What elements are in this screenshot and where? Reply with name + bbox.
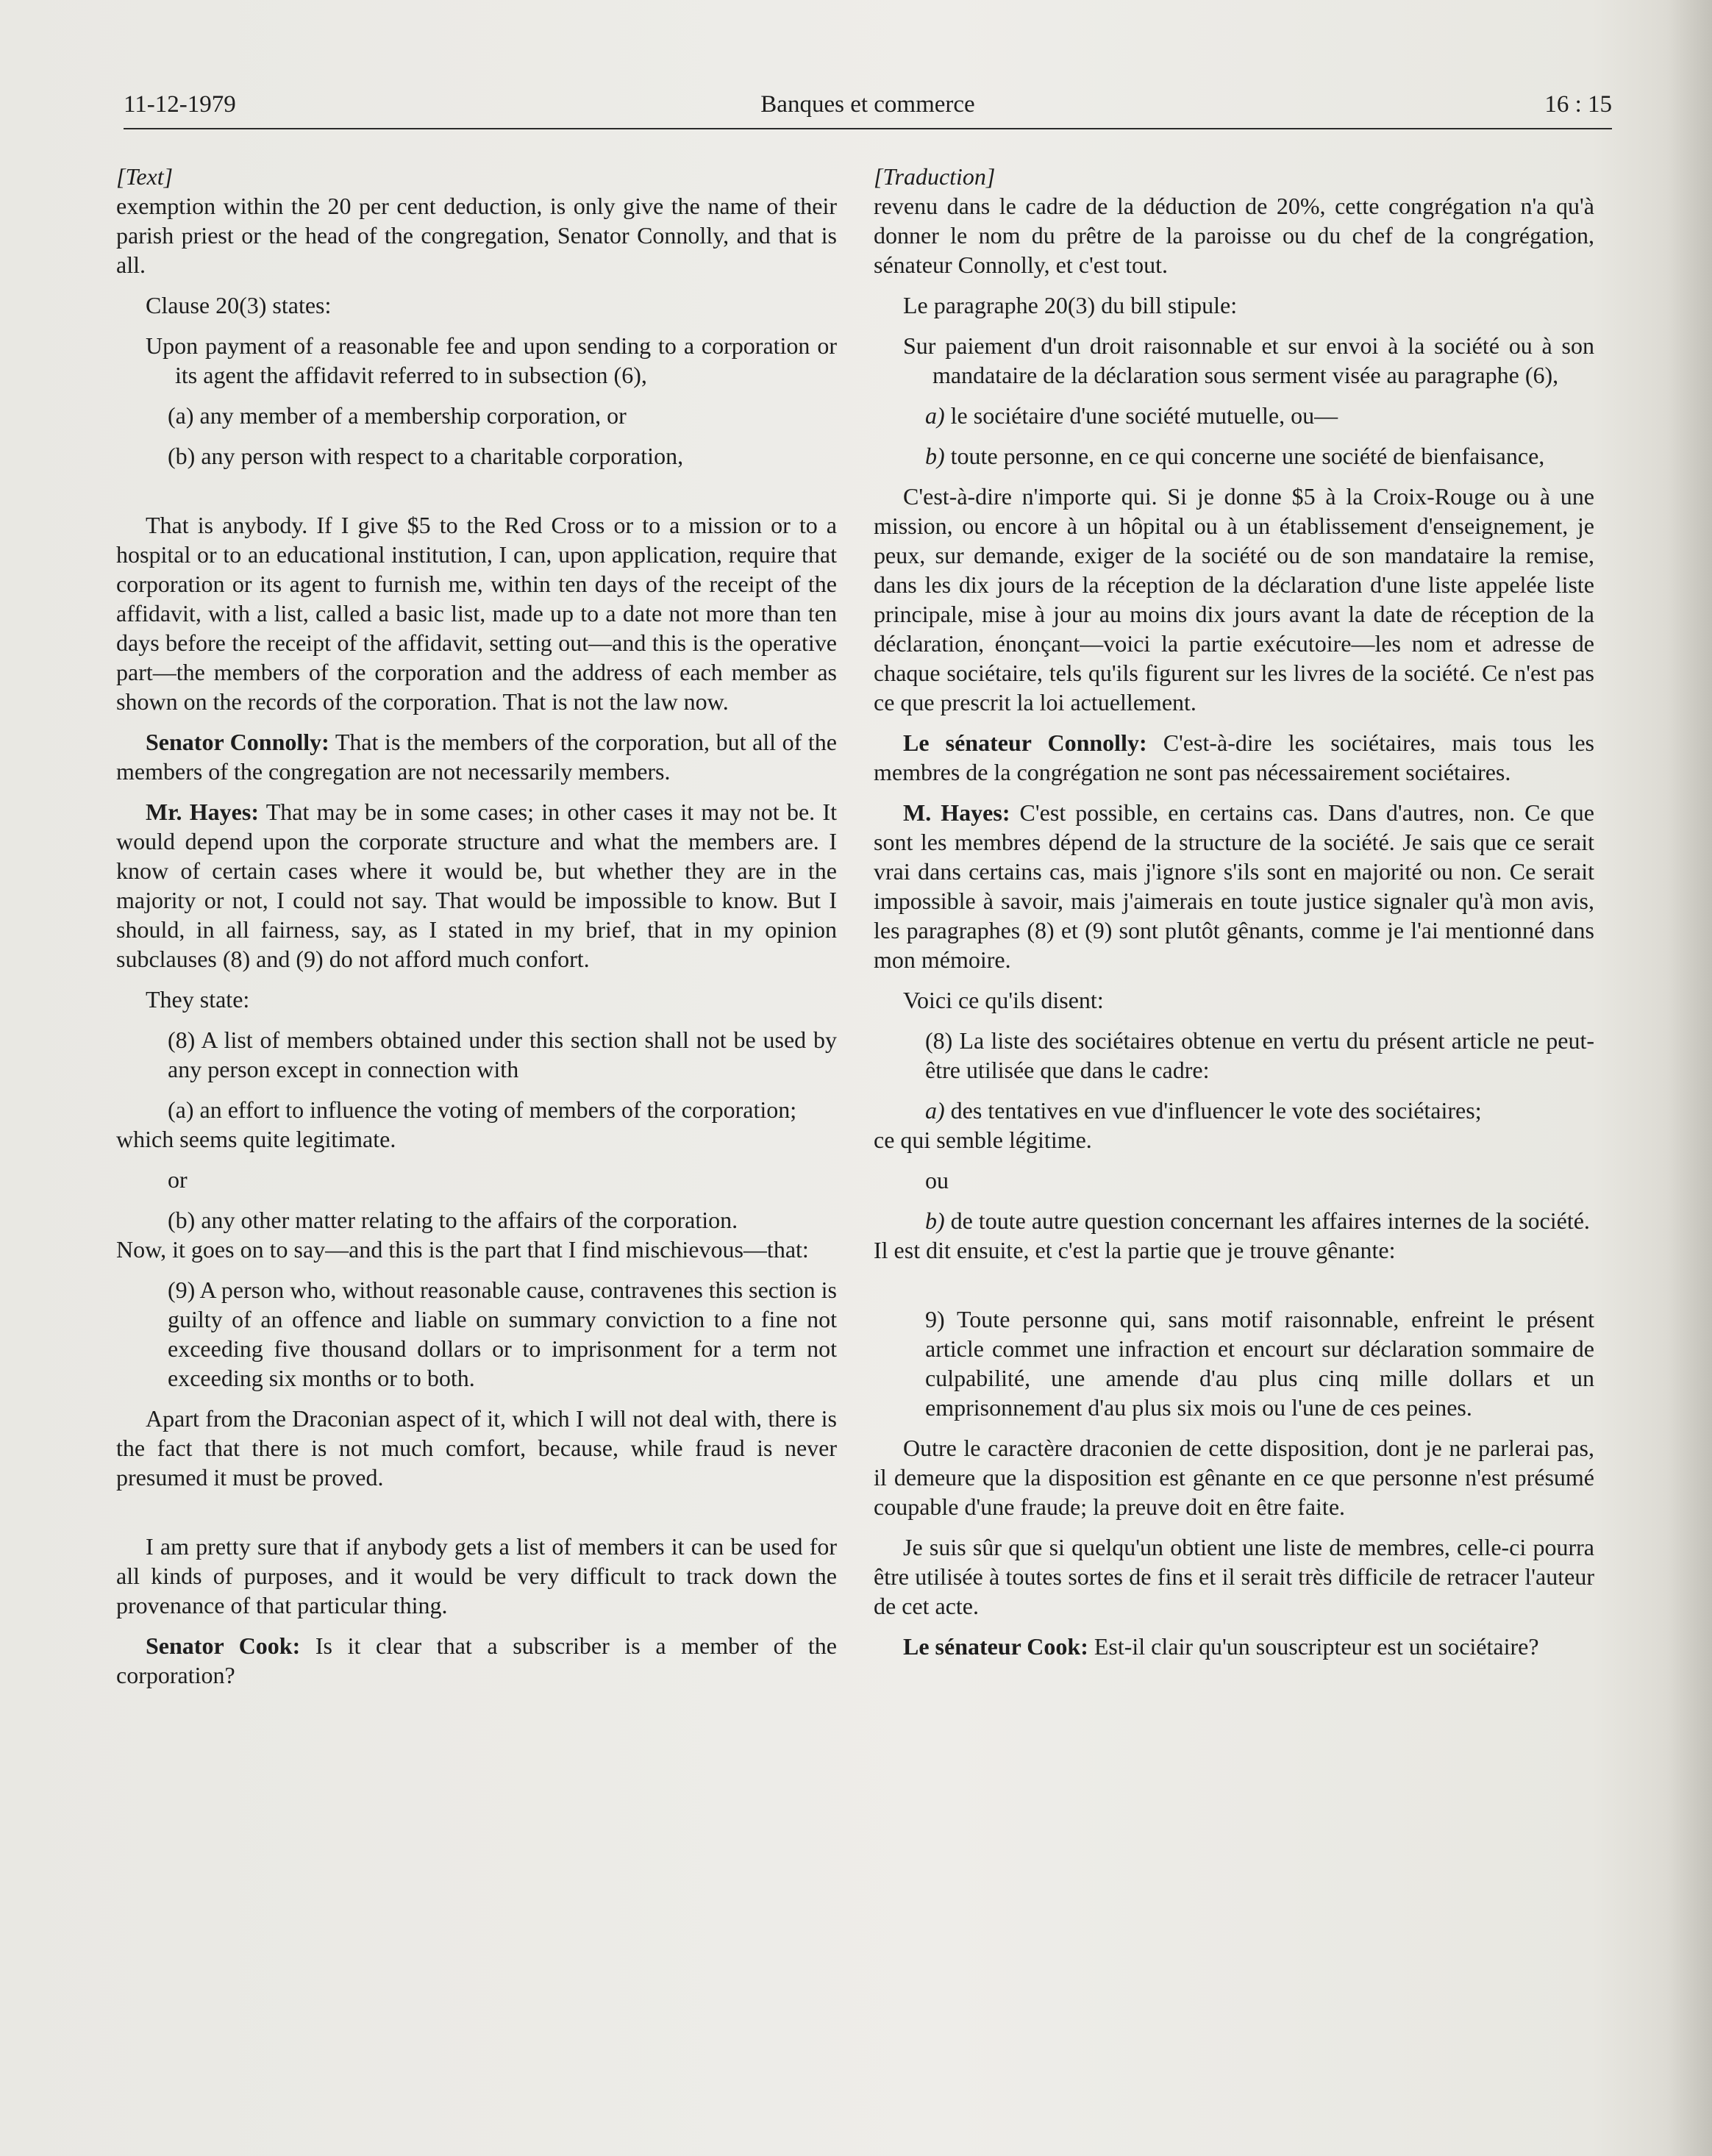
paragraph: Voici ce qu'ils disent: [903,987,1104,1013]
speaker-name: Senator Cook: [146,1632,301,1659]
paragraph: Il est dit ensuite, et c'est la partie que je trouve gênante: [874,1237,1396,1263]
header-date: 11-12-1979 [124,91,236,118]
column-label: [Traduction] [874,163,996,190]
paragraph: ce qui semble légitime. [874,1127,1092,1153]
paragraph: Je suis sûr que si quelqu'un obtient une liste de membres, celle-ci pourra être utilisée à toutes sortes de fins et il serait très difficile de retracer l'auteur de cet acte. [874,1534,1594,1619]
quotation-text: de toute autre question concernant les affaires internes de la société. [944,1207,1590,1234]
speaker-name: Le sénateur Connolly: [903,729,1147,756]
paragraph: Outre le caractère draconien de cette disposition, dont je ne parlerai pas, il demeure que la disposition est gênante en ce que personne n'est présumé coupable d'une fraude; la preuve doit en être faite. [874,1435,1594,1520]
quotation-text: des tentatives en vue d'influencer le vote des sociétaires; [944,1097,1482,1124]
running-header [124,87,1612,129]
header-page-number: 16 : 15 [1544,91,1612,118]
speaker-name: Senator Connolly: [146,729,329,755]
speaker-paragraph [116,797,837,974]
paragraph: That is anybody. If I give $5 to the Red Cross or to a mission or to a hospital or to an educational institution, I can, upon application, require that corporation or its agent to furnish me, within ten days of the receipt of the affidavit, with a list, called a basic list, made up to a date not more than ten days before the receipt of the affidavit, setting out—and this is the operative part—the members of the corporation and the address of each member as shown on the records of the corporation. That is not the law now. [116,512,837,715]
speaker-paragraph [874,1632,1594,1661]
paragraph: I am pretty sure that if anybody gets a list of members it can be used for all kinds of purposes, and it would be very difficult to track down the provenance of that particular thing. [116,1533,837,1618]
quotation: Upon payment of a reasonable fee and upon sending to a corporation or its agent the affidavit referred to in subsection (6), [146,332,837,388]
quotation [874,441,1594,471]
speech-text: C'est possible, en certains cas. Dans d'autres, non. Ce que sont les membres dépend de la structure de la société. Je sais que ce serait vrai dans certains cas, mais j'ignore s'ils sont en majorité ou non. Ce serait impossible à savoir, mais j'aimerais en toute justice signaler qu'à mon avis, les paragraphes (8) et (9) sont plutôt gênants, comme je l'ai mentionné dans mon mémoire. [874,799,1595,973]
quotation [874,1096,1594,1125]
english-column [116,162,837,1690]
speaker-paragraph [874,728,1594,787]
speech-text: That is the members of the corporation, but all of the members of the congregation are not necessarily members. [116,729,838,785]
quotation: Sur paiement d'un droit raisonnable et sur envoi à la société ou à son mandataire de la déclaration sous serment visée au paragraphe (6), [903,332,1594,388]
quotation: (8) A list of members obtained under this section shall not be used by any person except in connection with [168,1027,837,1082]
quotation-text: le sociétaire d'une société mutuelle, ou— [944,402,1338,429]
item-marker: b) [925,443,945,469]
quotation: (a) any member of a membership corporation, or [168,402,627,429]
quotation: (b) any person with respect to a charitable corporation, [168,443,684,469]
quotation [874,401,1594,430]
paragraph: exemption within the 20 per cent deduction, is only give the name of their parish priest or the head of the congregation, Senator Connolly, and that is all. [116,193,837,278]
item-marker: a) [925,402,945,429]
item-marker: a) [925,1097,945,1124]
column-label: [Text] [116,163,174,190]
paragraph: Apart from the Draconian aspect of it, which I will not deal with, there is the fact that there is not much comfort, because, while fraud is never presumed it must be proved. [116,1405,837,1491]
speaker-paragraph [116,727,837,786]
paragraph: Clause 20(3) states: [146,292,332,318]
paragraph: Le paragraphe 20(3) du bill stipule: [903,292,1238,318]
conjunction: ou [925,1167,949,1193]
paragraph: They state: [146,986,250,1013]
header-title: Banques et commerce [760,91,975,118]
conjunction: or [168,1166,188,1193]
speaker-name: M. Hayes: [903,799,1010,826]
paragraph: Now, it goes on to say—and this is the part that I find mischievous—that: [116,1236,809,1263]
quotation [874,1206,1594,1235]
french-column [874,162,1594,1661]
quotation: 9) Toute personne qui, sans motif raisonnable, enfreint le présent article commet une infraction et encourt sur déclaration sommaire de culpabilité, une amende d'au plus cinq mille dollars et un emprisonnement d'au plus six mois ou l'une de ces peines. [925,1306,1594,1421]
quotation: (a) an effort to influence the voting of members of the corporation; [168,1096,797,1123]
speaker-paragraph [874,798,1594,974]
paragraph: which seems quite legitimate. [116,1126,396,1152]
quotation: (9) A person who, without reasonable cause, contravenes this section is guilty of an offence and liable on summary conviction to a fine not exceeding five thousand dollars or to imprisonment for a term not exceeding six months or to both. [168,1277,837,1391]
paragraph: C'est-à-dire n'importe qui. Si je donne $5 à la Croix-Rouge ou à une mission, ou encore à un hôpital ou à un établissement d'enseignement, je peux, sur demande, exiger de la société ou de son mandataire la remise, dans les dix jours de la réception de la déclaration d'une liste appelée liste principale, mise à jour au moins dix jours avant la date de réception de la déclaration, énonçant—voici la partie exécutoire—les nom et adresse de chaque sociétaire, tels qu'ils figurent sur les livres de la société. Ce n'est pas ce que prescrit la loi actuellement. [874,483,1594,715]
speech-text: Est-il clair qu'un souscripteur est un sociétaire? [1088,1633,1539,1660]
speech-text: C'est-à-dire les sociétaires, mais tous les membres de la congrégation ne sont pas nécessairement sociétaires. [874,729,1595,785]
item-marker: b) [925,1207,945,1234]
speaker-name: Mr. Hayes: [146,799,259,825]
page-edge-shadow [1668,0,1712,2156]
paragraph: revenu dans le cadre de la déduction de 20%, cette congrégation n'a qu'à donner le nom du prêtre de la paroisse ou du chef de la congrégation, sénateur Connolly, et c'est tout. [874,193,1594,278]
quotation-text: toute personne, en ce qui concerne une société de bienfaisance, [944,443,1545,469]
speech-text: That may be in some cases; in other cases it may not be. It would depend upon the corporate structure and what the members are. I know of certain cases where it would be, but whether they are in the majority or not, I could not say. That would be impossible to know. But I should, in all fairness, say, as I stated in my brief, that in my opinion subclauses (8) and (9) do not afford much confort. [116,799,837,972]
speaker-name: Le sénateur Cook: [903,1633,1088,1660]
speaker-paragraph [116,1631,837,1690]
quotation: (8) La liste des sociétaires obtenue en vertu du présent article ne peut-être utilisée que dans le cadre: [925,1027,1594,1083]
speech-text: Is it clear that a subscriber is a member of the corporation? [116,1632,838,1688]
quotation: (b) any other matter relating to the affairs of the corporation. [168,1207,738,1233]
